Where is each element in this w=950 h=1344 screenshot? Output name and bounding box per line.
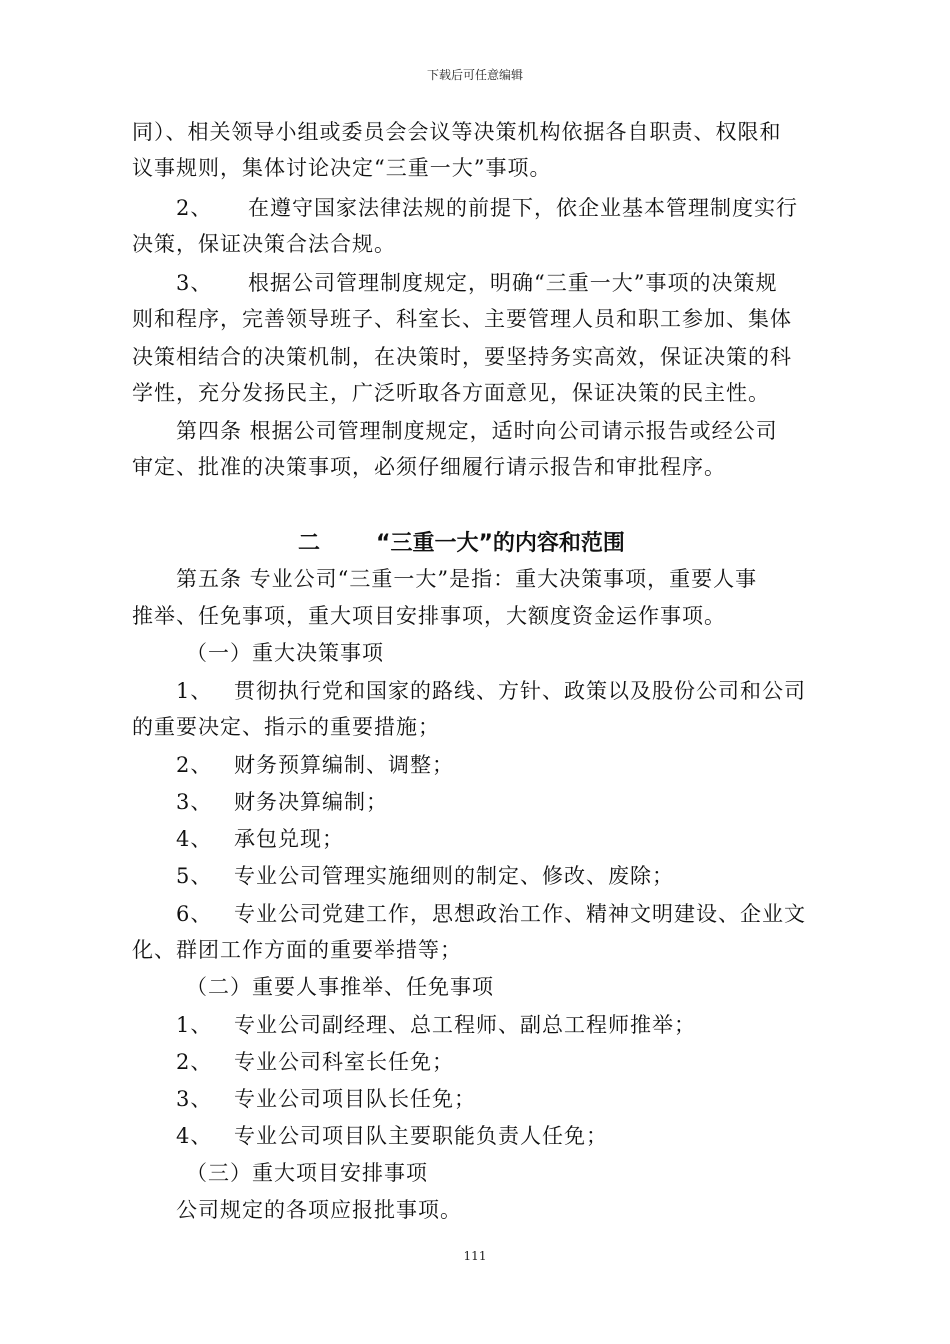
body-line: 的重要决定、指示的重要措施；: [132, 715, 440, 739]
section-number: 二: [298, 531, 321, 556]
list-item: [176, 861, 674, 891]
item-text: 专业公司项目队主要职能负责人任免；: [234, 1124, 608, 1148]
item-number: 2、: [176, 1050, 213, 1074]
list-item: [176, 676, 806, 706]
body-line: 议事规则，集体讨论决定“三重一大”事项。: [132, 156, 552, 180]
list-item: [176, 268, 777, 298]
subsection-title: （一）重大决策事项: [186, 641, 384, 665]
item-text: 承包兑现；: [234, 827, 344, 851]
item-text: 专业公司管理实施细则的制定、修改、废除；: [234, 864, 674, 888]
item-number: 6、: [176, 902, 213, 926]
list-item: [176, 1121, 608, 1151]
section-heading: [298, 526, 625, 557]
body-line: 审定、批准的决策事项，必须仔细履行请示报告和审批程序。: [132, 455, 726, 479]
item-text: 专业公司科室长任免；: [234, 1050, 454, 1074]
list-item: [176, 1010, 696, 1040]
list-item: [176, 193, 798, 223]
subsection-title: （二）重要人事推举、任免事项: [186, 975, 494, 999]
subsection-title: （三）重大项目安排事项: [186, 1161, 428, 1185]
list-item: [176, 1084, 476, 1114]
page-header: 下载后可任意编辑: [426, 68, 523, 82]
item-number: 1、: [176, 1013, 213, 1037]
body-line: 则和程序，完善领导班子、科室长、主要管理人员和职工参加、集体: [132, 307, 792, 331]
item-text: 专业公司副经理、总工程师、副总工程师推举；: [234, 1013, 696, 1037]
body-line: 学性，充分发扬民主，广泛听取各方面意见，保证决策的民主性。: [132, 381, 770, 405]
item-number: 2、: [176, 196, 213, 220]
item-number: 3、: [176, 790, 213, 814]
item-number: 2、: [176, 753, 213, 777]
list-item: [176, 899, 806, 929]
item-text: 财务预算编制、调整；: [234, 753, 454, 777]
item-text: 根据公司管理制度规定，明确“三重一大”事项的决策规: [248, 271, 778, 295]
item-text: 专业公司项目队长任免；: [234, 1087, 476, 1111]
body-line: 同）、相关领导小组或委员会会议等决策机构依据各自职责、权限和: [132, 120, 782, 144]
item-number: 4、: [176, 827, 213, 851]
body-line: 推举、任免事项，重大项目安排事项，大额度资金运作事项。: [132, 604, 726, 628]
list-item: [176, 1047, 454, 1077]
list-item: [176, 787, 388, 817]
list-item: [176, 824, 344, 854]
item-number: 3、: [176, 271, 213, 295]
article-line: 第五条 专业公司“三重一大”是指：重大决策事项，重要人事: [176, 567, 758, 591]
item-number: 1、: [176, 679, 213, 703]
article-line: 第四条 根据公司管理制度规定，适时向公司请示报告或经公司: [176, 419, 778, 443]
section-title: “三重一大”的内容和范围: [376, 531, 625, 556]
page-number: 111: [463, 1249, 487, 1263]
body-line: 决策相结合的决策机制，在决策时，要坚持务实高效，保证决策的科: [132, 345, 792, 369]
list-item: [176, 750, 454, 780]
body-line: 化、群团工作方面的重要举措等；: [132, 938, 462, 962]
item-number: 4、: [176, 1124, 213, 1148]
body-line: 公司规定的各项应报批事项。: [176, 1198, 462, 1222]
item-text: 专业公司党建工作，思想政治工作、精神文明建设、企业文: [234, 902, 806, 926]
item-text: 贯彻执行党和国家的路线、方针、政策以及股份公司和公司: [234, 679, 806, 703]
item-text: 在遵守国家法律法规的前提下，依企业基本管理制度实行: [248, 196, 798, 220]
body-line: 决策，保证决策合法合规。: [132, 232, 396, 256]
item-text: 财务决算编制；: [234, 790, 388, 814]
item-number: 3、: [176, 1087, 213, 1111]
item-number: 5、: [176, 864, 213, 888]
